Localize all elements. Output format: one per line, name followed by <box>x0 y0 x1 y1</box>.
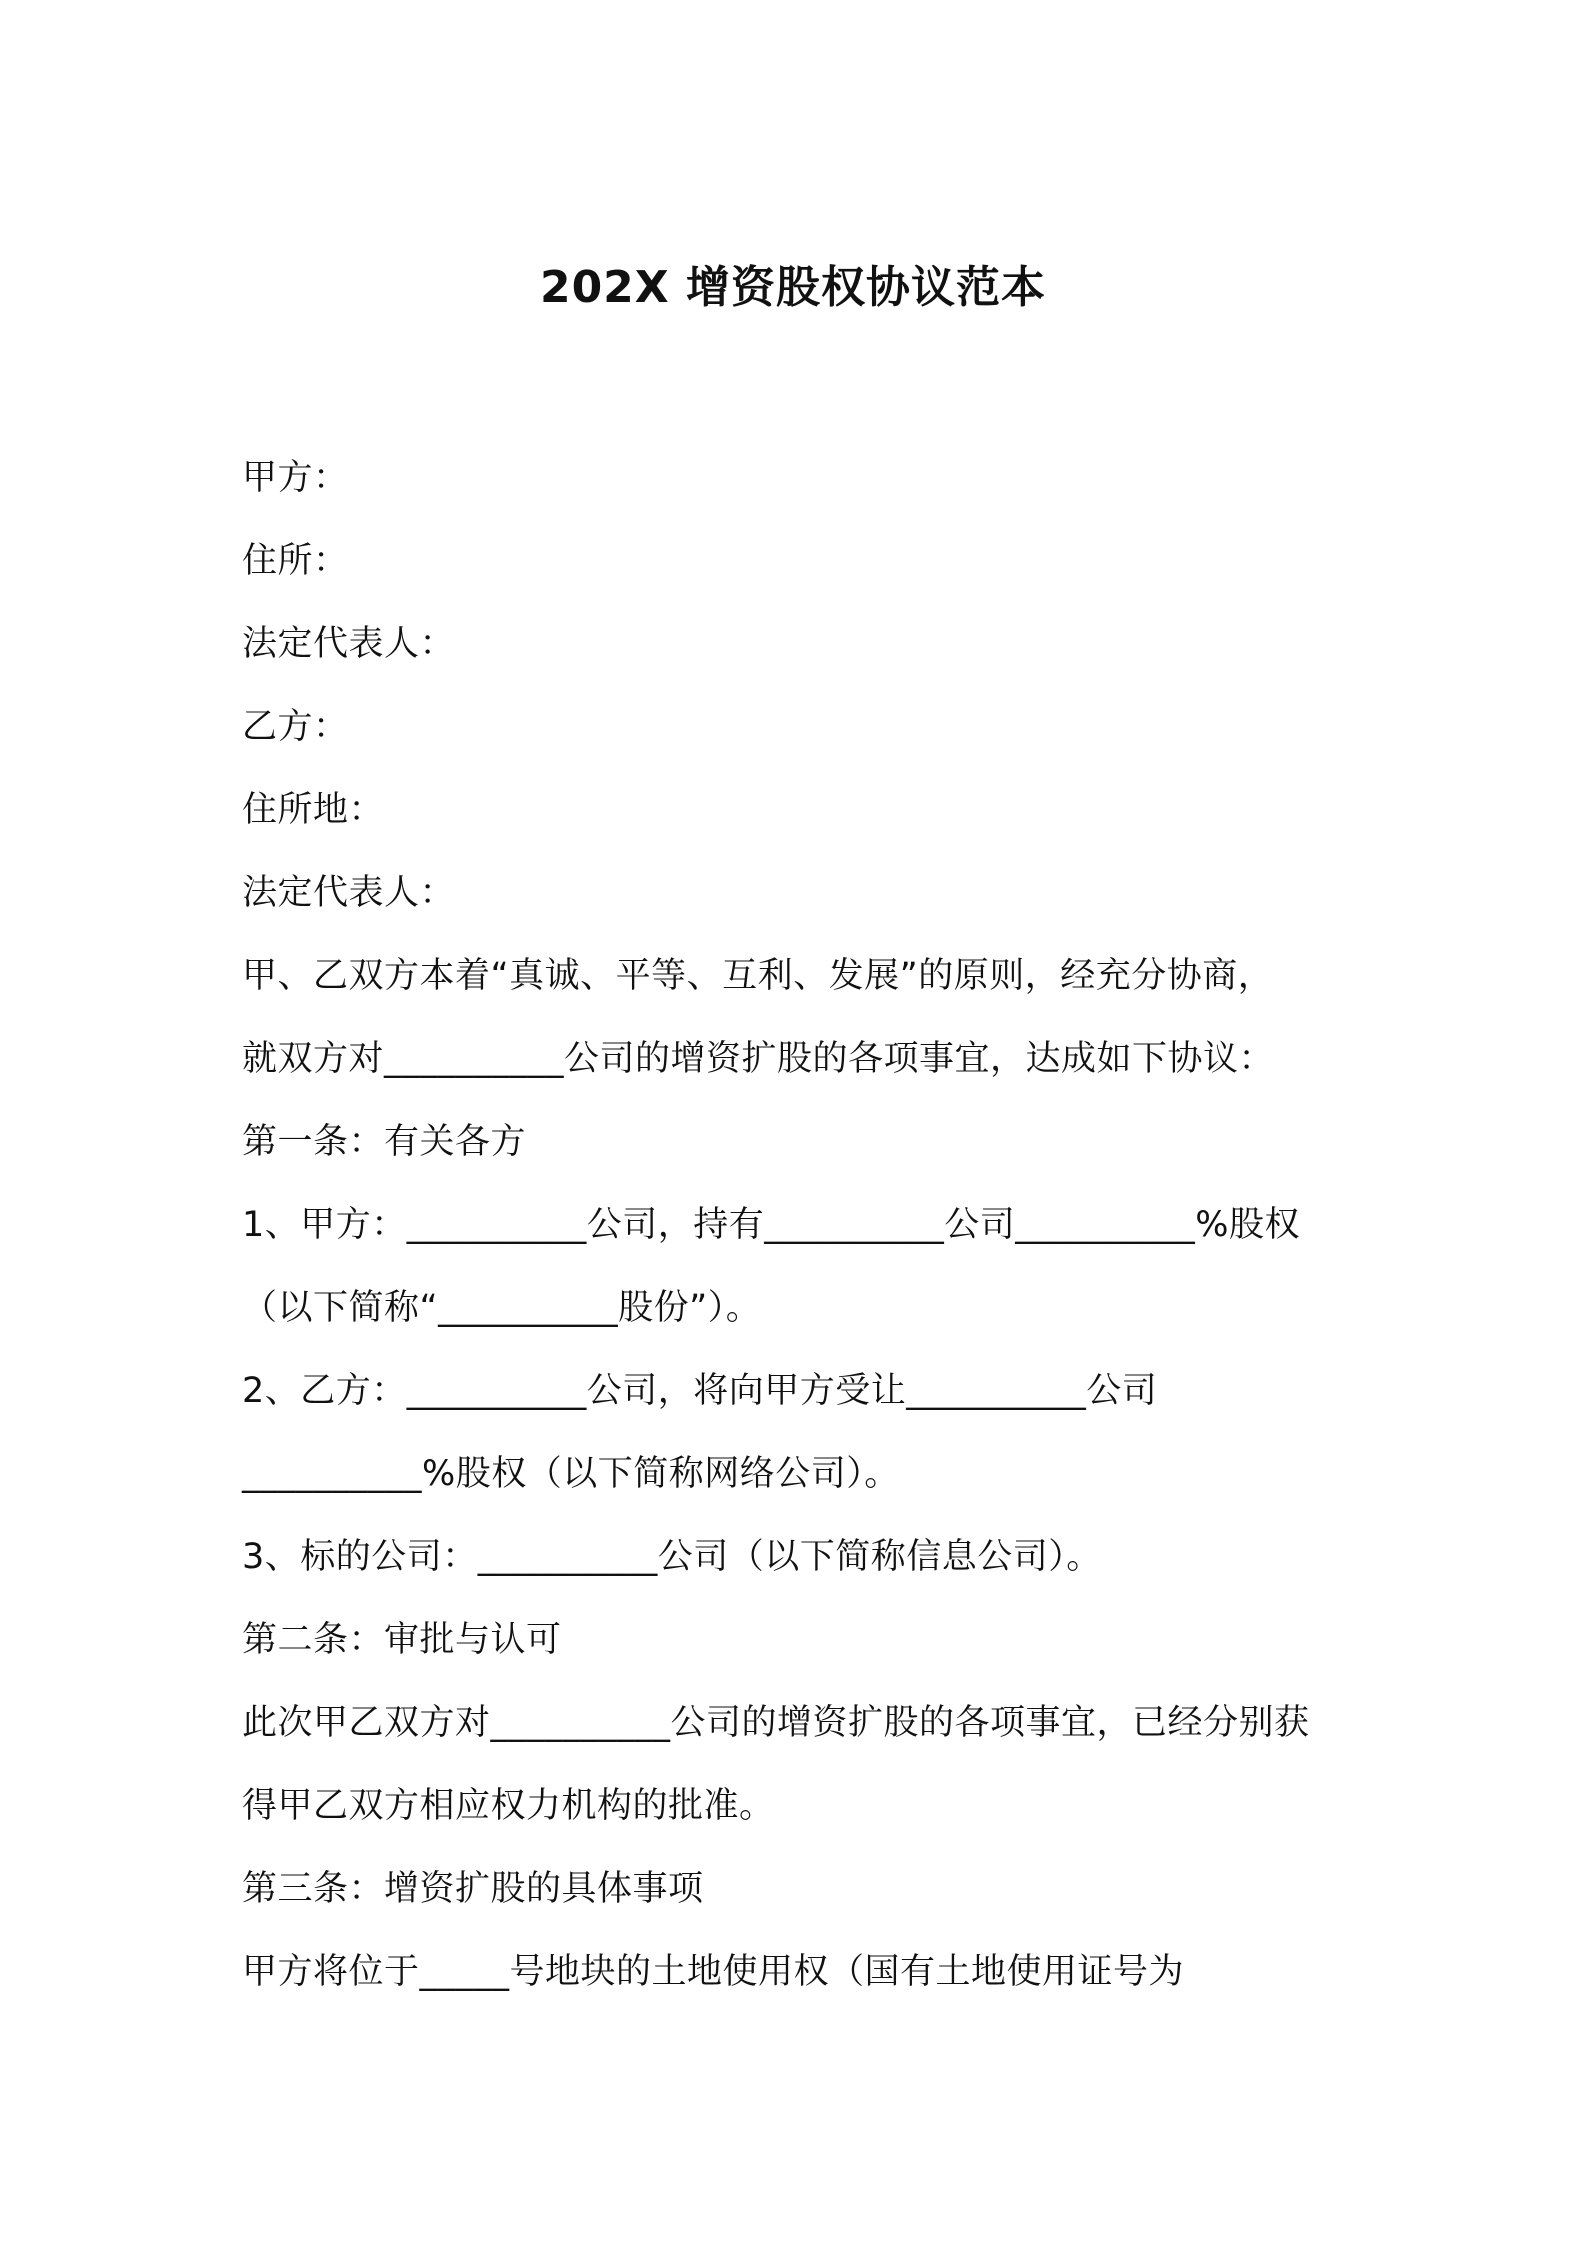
document-title: 202X 增资股权协议范本 <box>539 262 1047 313</box>
article-1-item-2-line-1: 2、乙方：__________公司，将向甲方受让__________公司 <box>242 1371 1158 1411</box>
party-b-address-label: 住所地： <box>242 790 385 830</box>
article-1-item-3: 3、标的公司：__________公司（以下简称信息公司）。 <box>242 1537 1102 1577</box>
party-a-label: 甲方： <box>242 458 349 498</box>
article-1-item-1-line-2: （以下简称“__________股份”）。 <box>242 1288 762 1328</box>
article-2-body-line-1: 此次甲乙双方对__________公司的增资扩股的各项事宜，已经分别获 <box>242 1703 1310 1743</box>
article-3-heading: 第三条：增资扩股的具体事项 <box>242 1869 704 1909</box>
party-b-label: 乙方： <box>242 707 349 747</box>
article-2-heading: 第二条：审批与认可 <box>242 1620 562 1660</box>
party-b-legal-rep-label: 法定代表人： <box>242 873 456 913</box>
party-a-address-label: 住所： <box>242 541 349 581</box>
article-3-body-line-1: 甲方将位于_____号地块的土地使用权（国有土地使用证号为 <box>242 1952 1185 1992</box>
article-1-item-2-line-2: __________%股权（以下简称网络公司）。 <box>242 1454 900 1494</box>
article-1-heading: 第一条：有关各方 <box>242 1122 527 1162</box>
article-1-item-1-line-1: 1、甲方：__________公司，持有__________公司__________%股权 <box>242 1205 1301 1245</box>
preamble-line-2: 就双方对__________公司的增资扩股的各项事宜，达成如下协议： <box>242 1039 1275 1079</box>
article-2-body-line-2: 得甲乙双方相应权力机构的批准。 <box>242 1786 775 1826</box>
party-a-legal-rep-label: 法定代表人： <box>242 624 456 664</box>
preamble-line-1: 甲、乙双方本着“真诚、平等、互利、发展”的原则，经充分协商， <box>242 956 1274 996</box>
